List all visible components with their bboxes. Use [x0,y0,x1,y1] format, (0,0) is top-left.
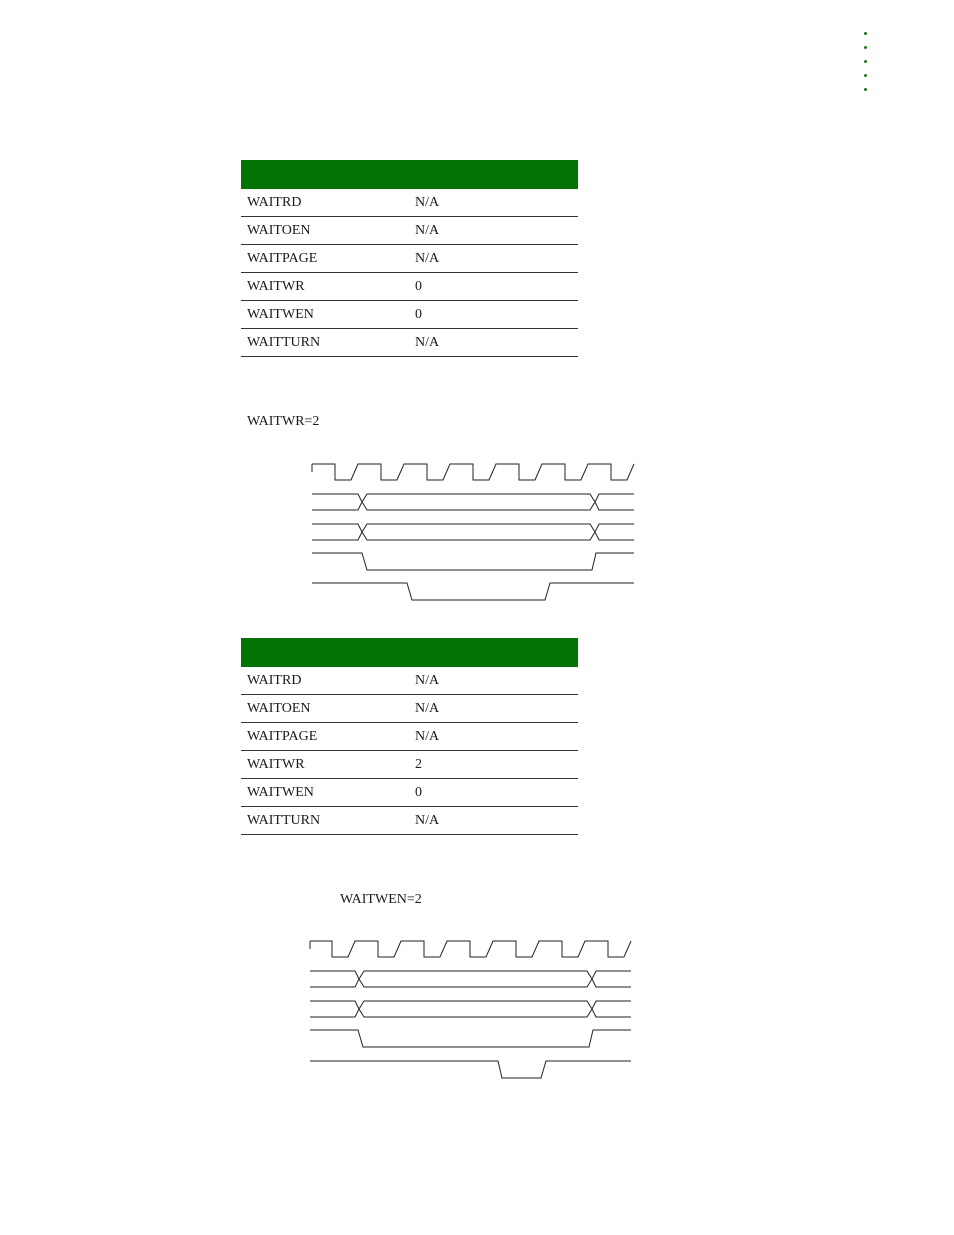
table-row [241,217,578,245]
clock-signal [312,464,634,480]
wait-state-table-1 [241,160,578,357]
parameter-name: WAITRD [241,189,415,217]
parameter-name: WAITWR [241,273,415,301]
parameter-name: WAITRD [241,667,415,695]
table-row [241,807,578,835]
header-cell [415,160,578,189]
address-bus-bottom [312,502,634,510]
table-row [241,695,578,723]
margin-dot [864,74,867,77]
parameter-value: 0 [415,273,578,301]
parameter-name: WAITWR [241,751,415,779]
header-cell [415,638,578,667]
parameter-value: N/A [415,189,578,217]
parameter-name: WAITWEN [241,779,415,807]
margin-dot [864,60,867,63]
data-bus-top [312,524,634,532]
parameter-value: N/A [415,723,578,751]
parameter-value: N/A [415,695,578,723]
parameter-value: N/A [415,217,578,245]
parameter-name: WAITTURN [241,329,415,357]
parameter-value: N/A [415,807,578,835]
table-row [241,329,578,357]
parameter-value: N/A [415,667,578,695]
parameter-value: N/A [415,245,578,273]
wait-state-table-2 [241,638,578,835]
margin-dot [864,32,867,35]
parameter-value: 0 [415,301,578,329]
address-bus-top [310,971,631,979]
write-enable-signal [312,583,634,600]
parameter-name: WAITOEN [241,217,415,245]
clock-signal [310,941,631,957]
parameter-name: WAITTURN [241,807,415,835]
parameter-value: 0 [415,779,578,807]
chip-select-signal [312,553,634,570]
address-bus-bottom [310,979,631,987]
address-bus-top [312,494,634,502]
parameter-value: N/A [415,329,578,357]
timing-diagram-1 [305,458,640,608]
table-row [241,667,578,695]
data-bus-bottom [312,532,634,540]
diagram-1-caption: WAITWR=2 [247,414,320,429]
parameter-name: WAITOEN [241,695,415,723]
parameter-name: WAITWEN [241,301,415,329]
table-row [241,245,578,273]
timing-diagram-2 [303,935,638,1085]
table-row [241,723,578,751]
diagram-2-caption: WAITWEN=2 [340,892,422,907]
chip-select-signal [310,1030,631,1047]
parameter-name: WAITPAGE [241,723,415,751]
table-header [241,638,578,667]
write-enable-signal [310,1061,631,1078]
table-row [241,779,578,807]
table-row [241,751,578,779]
parameter-name: WAITPAGE [241,245,415,273]
header-cell [241,638,415,667]
margin-dot [864,46,867,49]
header-cell [241,160,415,189]
margin-dot-marker [862,32,870,102]
data-bus-top [310,1001,631,1009]
margin-dot [864,88,867,91]
parameter-value: 2 [415,751,578,779]
table-row [241,301,578,329]
table-row [241,273,578,301]
table-row [241,189,578,217]
data-bus-bottom [310,1009,631,1017]
table-header [241,160,578,189]
